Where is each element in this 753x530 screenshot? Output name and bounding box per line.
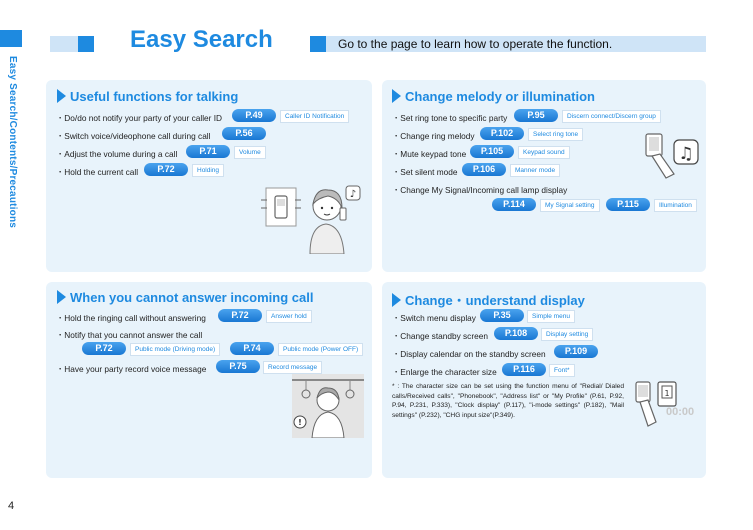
triangle-icon: [392, 293, 401, 307]
svg-text:1: 1: [664, 389, 670, 398]
panel-talking-title: [57, 89, 238, 104]
svg-text:♪: ♪: [349, 189, 357, 200]
panel-cannot-title-text: When you cannot answer incoming call: [70, 290, 314, 305]
label-font: Font*: [549, 364, 575, 377]
panel-cannot-title: [57, 290, 313, 305]
phone-melody-illustration: [644, 130, 704, 186]
header-banner: [310, 36, 706, 52]
talking-item-4: ・Hold the current call: [56, 167, 139, 177]
panel-display-title-text: Change・understand display: [405, 293, 585, 308]
label-manner-mode: Manner mode: [510, 164, 560, 177]
page-link-p49[interactable]: P.49: [232, 109, 276, 122]
banner-square: [310, 36, 326, 52]
page-link-p95[interactable]: P.95: [514, 109, 558, 122]
page-link-p56[interactable]: P.56: [222, 127, 266, 140]
display-item-1: ・Switch menu display: [392, 313, 476, 323]
melody-item-3: ・Mute keypad tone: [392, 149, 467, 159]
cannot-item-3: ・Have your party record voice message: [56, 364, 207, 374]
triangle-icon: [57, 89, 66, 103]
panel-display-title: [392, 290, 585, 309]
phone-clock-illustration: [634, 380, 700, 432]
banner-text: Go to the page to learn how to operate the function.: [338, 37, 613, 51]
page-link-p72-answer-hold[interactable]: P.72: [218, 309, 262, 322]
header-decor-square: [78, 36, 94, 52]
page-number: 4: [8, 500, 15, 512]
side-label: Easy Search/Contents/Precautions: [7, 56, 18, 229]
page-link-p109[interactable]: P.109: [554, 345, 598, 358]
talking-item-3: ・Adjust the volume during a call: [56, 149, 178, 159]
label-holding: Holding: [192, 164, 224, 177]
clock-display: 00:00: [666, 406, 695, 418]
label-display-setting: Display setting: [541, 328, 593, 341]
page-link-p105[interactable]: P.105: [470, 145, 514, 158]
page-link-p72-holding[interactable]: P.72: [144, 163, 188, 176]
talking-item-2: ・Switch voice/videophone call during call: [56, 131, 211, 141]
panel-melody-title: [392, 89, 595, 104]
page-link-p108[interactable]: P.108: [494, 327, 538, 340]
display-item-3: ・Display calendar on the standby screen: [392, 349, 546, 359]
triangle-icon: [57, 290, 66, 304]
panel-talking-title-text: Useful functions for talking: [70, 89, 239, 104]
cannot-item-1: ・Hold the ringing call without answering: [56, 313, 206, 323]
label-public-power-off: Public mode (Power OFF): [278, 343, 363, 356]
svg-text:!: !: [298, 418, 302, 427]
page-link-p102[interactable]: P.102: [480, 127, 524, 140]
label-ring-tone: Select ring tone: [528, 128, 583, 141]
page-link-p115[interactable]: P.115: [606, 198, 650, 211]
page-link-p75[interactable]: P.75: [216, 360, 260, 373]
label-keypad-sound: Keypad sound: [518, 146, 570, 159]
label-answer-hold: Answer hold: [266, 310, 312, 323]
melody-item-1: ・Set ring tone to specific party: [392, 113, 508, 123]
triangle-icon: [392, 89, 401, 103]
label-discern: Discern connect/Discern group: [562, 110, 661, 123]
talking-item-1: ・Do/do not notify your party of your caller ID: [56, 113, 223, 123]
page-link-p72-public[interactable]: P.72: [82, 342, 126, 355]
svg-text:♫: ♫: [678, 144, 694, 164]
melody-item-4: ・Set silent mode: [392, 167, 458, 177]
train-illustration: [292, 374, 364, 438]
page-title: Easy Search: [130, 26, 273, 53]
phone-call-illustration: [258, 178, 368, 254]
page-link-p106[interactable]: P.106: [462, 163, 506, 176]
label-record-message: Record message: [263, 361, 322, 374]
label-illumination: Illumination: [654, 199, 697, 212]
melody-item-2: ・Change ring melody: [392, 131, 475, 141]
cannot-item-2: ・Notify that you cannot answer the call: [56, 330, 203, 340]
font-footnote: * : The character size can be set using the function menu of "Redial/ Dialed calls/Received calls", "Phonebook", "Address list" or "My Profile" (P.61, P.92, P.94, P.231, P.333), "Clock display" (P.117), "i-mode settings" (P.182), "Mail settings" (P.232), "CHG input size"(P.349).: [392, 383, 624, 419]
melody-item-5: ・Change My Signal/Incoming call lamp display: [392, 185, 568, 195]
page-link-p116[interactable]: P.116: [502, 363, 546, 376]
label-simple-menu: Simple menu: [527, 310, 575, 323]
page-link-p74[interactable]: P.74: [230, 342, 274, 355]
page-link-p35[interactable]: P.35: [480, 309, 524, 322]
label-volume: Volume: [234, 146, 266, 159]
display-item-2: ・Change standby screen: [392, 331, 488, 341]
display-item-4: ・Enlarge the character size: [392, 367, 497, 377]
page-link-p114[interactable]: P.114: [492, 198, 536, 211]
panel-melody-title-text: Change melody or illumination: [405, 89, 595, 104]
label-public-driving: Public mode (Driving mode): [130, 343, 220, 356]
label-caller-id: Caller ID Notification: [280, 110, 349, 123]
label-my-signal: My Signal setting: [540, 199, 600, 212]
side-tab: [0, 30, 22, 47]
page-link-p71[interactable]: P.71: [186, 145, 230, 158]
